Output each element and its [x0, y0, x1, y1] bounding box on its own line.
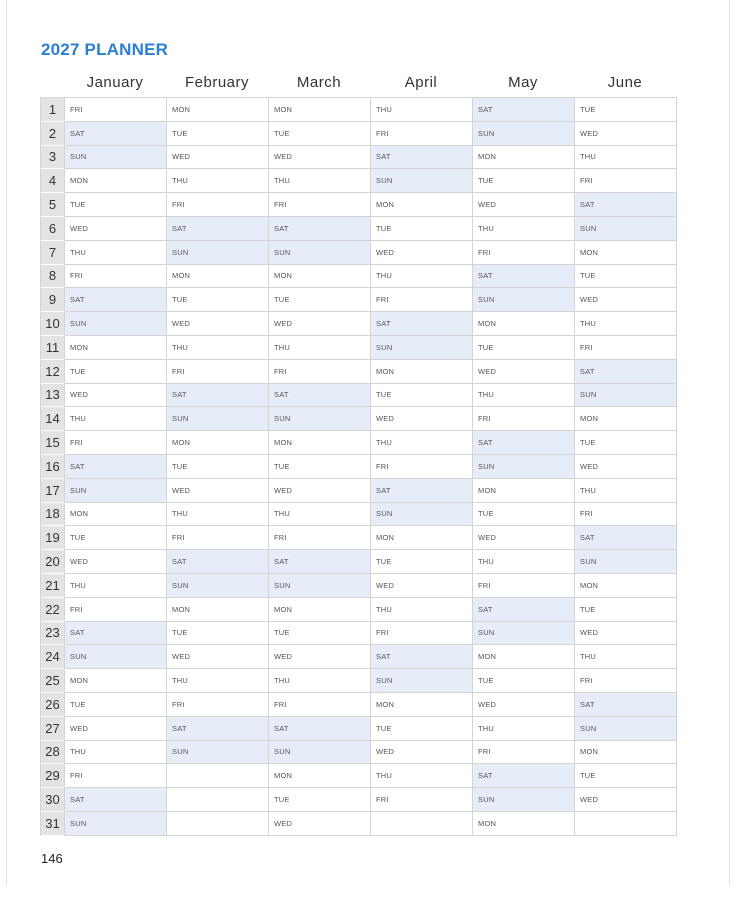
day-cell-june[interactable]: WED: [575, 288, 677, 312]
day-cell-june[interactable]: FRI: [575, 503, 677, 527]
day-cell-june[interactable]: TUE: [575, 98, 677, 122]
row-number: 24: [41, 645, 65, 669]
row-number: 9: [41, 288, 65, 312]
day-cell-april[interactable]: SUN: [371, 336, 473, 360]
row-number: 1: [41, 98, 65, 122]
day-cell-april[interactable]: WED: [371, 241, 473, 265]
day-cell-june[interactable]: THU: [575, 645, 677, 669]
row-number: 28: [41, 741, 65, 765]
day-cell-january[interactable]: THU: [65, 241, 167, 265]
day-cell-march[interactable]: WED: [269, 146, 371, 170]
row-number: 3: [41, 146, 65, 170]
day-cell-april[interactable]: THU: [371, 98, 473, 122]
day-cell-february[interactable]: TUE: [167, 622, 269, 646]
day-cell-may[interactable]: SAT: [473, 764, 575, 788]
row-number: 20: [41, 550, 65, 574]
day-cell-february[interactable]: SUN: [167, 407, 269, 431]
month-header-february: February: [184, 74, 250, 91]
page-number: 146: [41, 851, 63, 866]
day-cell-march[interactable]: SAT: [269, 550, 371, 574]
row-number: 26: [41, 693, 65, 717]
day-cell-may[interactable]: FRI: [473, 241, 575, 265]
day-cell-june[interactable]: FRI: [575, 669, 677, 693]
day-cell-june[interactable]: [575, 812, 677, 836]
day-cell-january[interactable]: THU: [65, 574, 167, 598]
day-cell-march[interactable]: THU: [269, 336, 371, 360]
month-header-january: January: [86, 74, 144, 91]
day-cell-march[interactable]: WED: [269, 312, 371, 336]
day-cell-february[interactable]: [167, 764, 269, 788]
month-header-may: May: [508, 74, 538, 91]
day-cell-april[interactable]: FRI: [371, 455, 473, 479]
day-cell-january[interactable]: SAT: [65, 122, 167, 146]
day-cell-february[interactable]: WED: [167, 479, 269, 503]
day-cell-april[interactable]: SAT: [371, 479, 473, 503]
row-number: 7: [41, 241, 65, 265]
row-number: 31: [41, 812, 65, 836]
row-number: 2: [41, 122, 65, 146]
day-cell-february[interactable]: TUE: [167, 122, 269, 146]
day-cell-june[interactable]: MON: [575, 241, 677, 265]
day-cell-april[interactable]: TUE: [371, 717, 473, 741]
day-cell-january[interactable]: WED: [65, 384, 167, 408]
day-cell-april[interactable]: FRI: [371, 122, 473, 146]
row-number: 19: [41, 526, 65, 550]
day-cell-february[interactable]: WED: [167, 146, 269, 170]
day-cell-april[interactable]: THU: [371, 764, 473, 788]
day-cell-february[interactable]: SUN: [167, 741, 269, 765]
day-cell-march[interactable]: TUE: [269, 622, 371, 646]
day-cell-may[interactable]: WED: [473, 693, 575, 717]
day-cell-april[interactable]: TUE: [371, 217, 473, 241]
day-cell-may[interactable]: MON: [473, 146, 575, 170]
day-cell-june[interactable]: THU: [575, 146, 677, 170]
day-cell-april[interactable]: SAT: [371, 312, 473, 336]
day-cell-june[interactable]: TUE: [575, 431, 677, 455]
row-number: 8: [41, 265, 65, 289]
day-cell-june[interactable]: SUN: [575, 550, 677, 574]
day-cell-april[interactable]: SUN: [371, 669, 473, 693]
day-cell-may[interactable]: SUN: [473, 455, 575, 479]
day-cell-june[interactable]: SAT: [575, 193, 677, 217]
day-cell-june[interactable]: FRI: [575, 336, 677, 360]
day-cell-april[interactable]: MON: [371, 693, 473, 717]
day-cell-may[interactable]: WED: [473, 526, 575, 550]
day-cell-may[interactable]: SUN: [473, 122, 575, 146]
day-cell-april[interactable]: MON: [371, 360, 473, 384]
day-cell-february[interactable]: SAT: [167, 717, 269, 741]
day-cell-march[interactable]: MON: [269, 431, 371, 455]
day-cell-may[interactable]: SAT: [473, 598, 575, 622]
day-cell-january[interactable]: MON: [65, 169, 167, 193]
page-edge-right: [729, 0, 730, 885]
day-cell-february[interactable]: TUE: [167, 288, 269, 312]
month-header-june: June: [607, 74, 643, 91]
day-cell-january[interactable]: FRI: [65, 764, 167, 788]
row-number: 29: [41, 764, 65, 788]
day-cell-february[interactable]: TUE: [167, 455, 269, 479]
day-cell-may[interactable]: MON: [473, 312, 575, 336]
day-cell-february[interactable]: MON: [167, 431, 269, 455]
day-cell-january[interactable]: SAT: [65, 622, 167, 646]
row-number: 17: [41, 479, 65, 503]
day-cell-may[interactable]: TUE: [473, 503, 575, 527]
day-cell-april[interactable]: SAT: [371, 645, 473, 669]
day-cell-january[interactable]: TUE: [65, 526, 167, 550]
row-number: 16: [41, 455, 65, 479]
row-number: 21: [41, 574, 65, 598]
day-cell-june[interactable]: MON: [575, 574, 677, 598]
day-cell-february[interactable]: MON: [167, 598, 269, 622]
day-cell-january[interactable]: TUE: [65, 193, 167, 217]
day-cell-june[interactable]: WED: [575, 622, 677, 646]
day-cell-may[interactable]: TUE: [473, 669, 575, 693]
day-cell-june[interactable]: FRI: [575, 169, 677, 193]
row-number: 11: [41, 336, 65, 360]
day-cell-march[interactable]: FRI: [269, 526, 371, 550]
day-cell-february[interactable]: FRI: [167, 193, 269, 217]
day-cell-march[interactable]: THU: [269, 503, 371, 527]
day-cell-june[interactable]: WED: [575, 122, 677, 146]
day-cell-january[interactable]: SUN: [65, 146, 167, 170]
day-cell-may[interactable]: SAT: [473, 431, 575, 455]
day-cell-april[interactable]: THU: [371, 265, 473, 289]
day-cell-january[interactable]: THU: [65, 741, 167, 765]
day-cell-april[interactable]: SUN: [371, 503, 473, 527]
day-cell-january[interactable]: FRI: [65, 265, 167, 289]
day-cell-january[interactable]: MON: [65, 669, 167, 693]
day-cell-april[interactable]: FRI: [371, 622, 473, 646]
day-cell-may[interactable]: FRI: [473, 407, 575, 431]
day-cell-january[interactable]: THU: [65, 407, 167, 431]
day-cell-february[interactable]: [167, 788, 269, 812]
day-cell-may[interactable]: FRI: [473, 741, 575, 765]
row-number: 12: [41, 360, 65, 384]
day-cell-january[interactable]: TUE: [65, 360, 167, 384]
day-cell-march[interactable]: WED: [269, 645, 371, 669]
day-cell-may[interactable]: SUN: [473, 288, 575, 312]
day-cell-june[interactable]: MON: [575, 741, 677, 765]
day-cell-april[interactable]: SAT: [371, 146, 473, 170]
day-cell-june[interactable]: SUN: [575, 717, 677, 741]
day-cell-april[interactable]: WED: [371, 741, 473, 765]
day-cell-march[interactable]: FRI: [269, 360, 371, 384]
day-cell-march[interactable]: SAT: [269, 217, 371, 241]
row-number: 6: [41, 217, 65, 241]
day-cell-february[interactable]: THU: [167, 169, 269, 193]
day-cell-march[interactable]: FRI: [269, 193, 371, 217]
day-cell-june[interactable]: SAT: [575, 360, 677, 384]
day-cell-april[interactable]: FRI: [371, 788, 473, 812]
day-cell-june[interactable]: TUE: [575, 598, 677, 622]
day-cell-may[interactable]: SUN: [473, 788, 575, 812]
day-cell-april[interactable]: SUN: [371, 169, 473, 193]
day-cell-april[interactable]: TUE: [371, 550, 473, 574]
day-cell-april[interactable]: TUE: [371, 384, 473, 408]
row-number: 5: [41, 193, 65, 217]
day-cell-february[interactable]: [167, 812, 269, 836]
row-number: 15: [41, 431, 65, 455]
day-cell-february[interactable]: WED: [167, 645, 269, 669]
day-cell-april[interactable]: THU: [371, 598, 473, 622]
day-cell-march[interactable]: WED: [269, 812, 371, 836]
row-number: 25: [41, 669, 65, 693]
day-cell-april[interactable]: WED: [371, 407, 473, 431]
day-cell-may[interactable]: FRI: [473, 574, 575, 598]
day-cell-february[interactable]: FRI: [167, 526, 269, 550]
day-cell-january[interactable]: WED: [65, 217, 167, 241]
day-cell-june[interactable]: TUE: [575, 265, 677, 289]
day-cell-june[interactable]: SAT: [575, 526, 677, 550]
day-cell-march[interactable]: SAT: [269, 717, 371, 741]
day-cell-march[interactable]: WED: [269, 479, 371, 503]
day-cell-january[interactable]: SUN: [65, 312, 167, 336]
day-cell-march[interactable]: SUN: [269, 574, 371, 598]
day-cell-june[interactable]: SUN: [575, 217, 677, 241]
day-cell-may[interactable]: SAT: [473, 98, 575, 122]
day-cell-april[interactable]: MON: [371, 193, 473, 217]
day-cell-february[interactable]: FRI: [167, 360, 269, 384]
day-cell-january[interactable]: SAT: [65, 455, 167, 479]
day-cell-june[interactable]: WED: [575, 788, 677, 812]
page-title: 2027 PLANNER: [41, 40, 169, 59]
day-cell-february[interactable]: WED: [167, 312, 269, 336]
day-cell-march[interactable]: MON: [269, 764, 371, 788]
day-cell-january[interactable]: MON: [65, 503, 167, 527]
day-cell-january[interactable]: MON: [65, 336, 167, 360]
day-cell-march[interactable]: THU: [269, 669, 371, 693]
month-header-march: March: [296, 74, 342, 91]
day-cell-february[interactable]: THU: [167, 503, 269, 527]
day-cell-january[interactable]: FRI: [65, 431, 167, 455]
day-cell-june[interactable]: THU: [575, 312, 677, 336]
day-cell-june[interactable]: MON: [575, 407, 677, 431]
day-cell-february[interactable]: THU: [167, 336, 269, 360]
row-number: 18: [41, 503, 65, 527]
page-edge-left: [6, 0, 7, 885]
day-cell-may[interactable]: WED: [473, 360, 575, 384]
day-cell-february[interactable]: SUN: [167, 241, 269, 265]
day-cell-march[interactable]: SAT: [269, 384, 371, 408]
day-cell-may[interactable]: MON: [473, 812, 575, 836]
planner-grid: [40, 97, 677, 836]
day-cell-may[interactable]: THU: [473, 550, 575, 574]
row-number: 4: [41, 169, 65, 193]
day-cell-april[interactable]: FRI: [371, 288, 473, 312]
day-cell-april[interactable]: [371, 812, 473, 836]
day-cell-april[interactable]: THU: [371, 431, 473, 455]
day-cell-june[interactable]: WED: [575, 455, 677, 479]
row-number: 10: [41, 312, 65, 336]
day-cell-march[interactable]: MON: [269, 98, 371, 122]
day-cell-may[interactable]: SAT: [473, 265, 575, 289]
day-cell-may[interactable]: MON: [473, 479, 575, 503]
day-cell-april[interactable]: MON: [371, 526, 473, 550]
day-cell-january[interactable]: WED: [65, 717, 167, 741]
day-cell-april[interactable]: WED: [371, 574, 473, 598]
month-header-row: [64, 74, 676, 96]
row-number: 22: [41, 598, 65, 622]
day-cell-march[interactable]: TUE: [269, 122, 371, 146]
day-cell-june[interactable]: THU: [575, 479, 677, 503]
day-cell-march[interactable]: THU: [269, 169, 371, 193]
day-cell-march[interactable]: SUN: [269, 741, 371, 765]
row-number: 13: [41, 384, 65, 408]
day-cell-january[interactable]: FRI: [65, 598, 167, 622]
day-cell-january[interactable]: SUN: [65, 645, 167, 669]
day-cell-january[interactable]: SAT: [65, 288, 167, 312]
day-cell-march[interactable]: TUE: [269, 455, 371, 479]
day-cell-may[interactable]: WED: [473, 193, 575, 217]
day-cell-february[interactable]: MON: [167, 98, 269, 122]
day-cell-march[interactable]: SUN: [269, 241, 371, 265]
day-cell-may[interactable]: THU: [473, 717, 575, 741]
day-cell-january[interactable]: FRI: [65, 98, 167, 122]
day-cell-january[interactable]: SAT: [65, 788, 167, 812]
day-cell-may[interactable]: TUE: [473, 336, 575, 360]
month-header-april: April: [404, 74, 438, 91]
day-cell-january[interactable]: SUN: [65, 812, 167, 836]
day-cell-june[interactable]: TUE: [575, 764, 677, 788]
day-cell-march[interactable]: MON: [269, 265, 371, 289]
row-number: 27: [41, 717, 65, 741]
day-cell-february[interactable]: SAT: [167, 384, 269, 408]
day-cell-june[interactable]: SUN: [575, 384, 677, 408]
day-cell-march[interactable]: FRI: [269, 693, 371, 717]
day-cell-february[interactable]: THU: [167, 669, 269, 693]
day-cell-january[interactable]: SUN: [65, 479, 167, 503]
day-cell-january[interactable]: WED: [65, 550, 167, 574]
day-cell-march[interactable]: SUN: [269, 407, 371, 431]
day-cell-february[interactable]: SAT: [167, 550, 269, 574]
row-number: 30: [41, 788, 65, 812]
day-cell-may[interactable]: THU: [473, 217, 575, 241]
row-number: 14: [41, 407, 65, 431]
day-cell-may[interactable]: MON: [473, 645, 575, 669]
day-cell-march[interactable]: TUE: [269, 288, 371, 312]
day-cell-may[interactable]: TUE: [473, 169, 575, 193]
day-cell-february[interactable]: SUN: [167, 574, 269, 598]
day-cell-february[interactable]: FRI: [167, 693, 269, 717]
row-number: 23: [41, 622, 65, 646]
day-cell-february[interactable]: SAT: [167, 217, 269, 241]
day-cell-january[interactable]: TUE: [65, 693, 167, 717]
day-cell-june[interactable]: SAT: [575, 693, 677, 717]
day-cell-march[interactable]: TUE: [269, 788, 371, 812]
day-cell-may[interactable]: THU: [473, 384, 575, 408]
day-cell-march[interactable]: MON: [269, 598, 371, 622]
day-cell-may[interactable]: SUN: [473, 622, 575, 646]
day-cell-february[interactable]: MON: [167, 265, 269, 289]
